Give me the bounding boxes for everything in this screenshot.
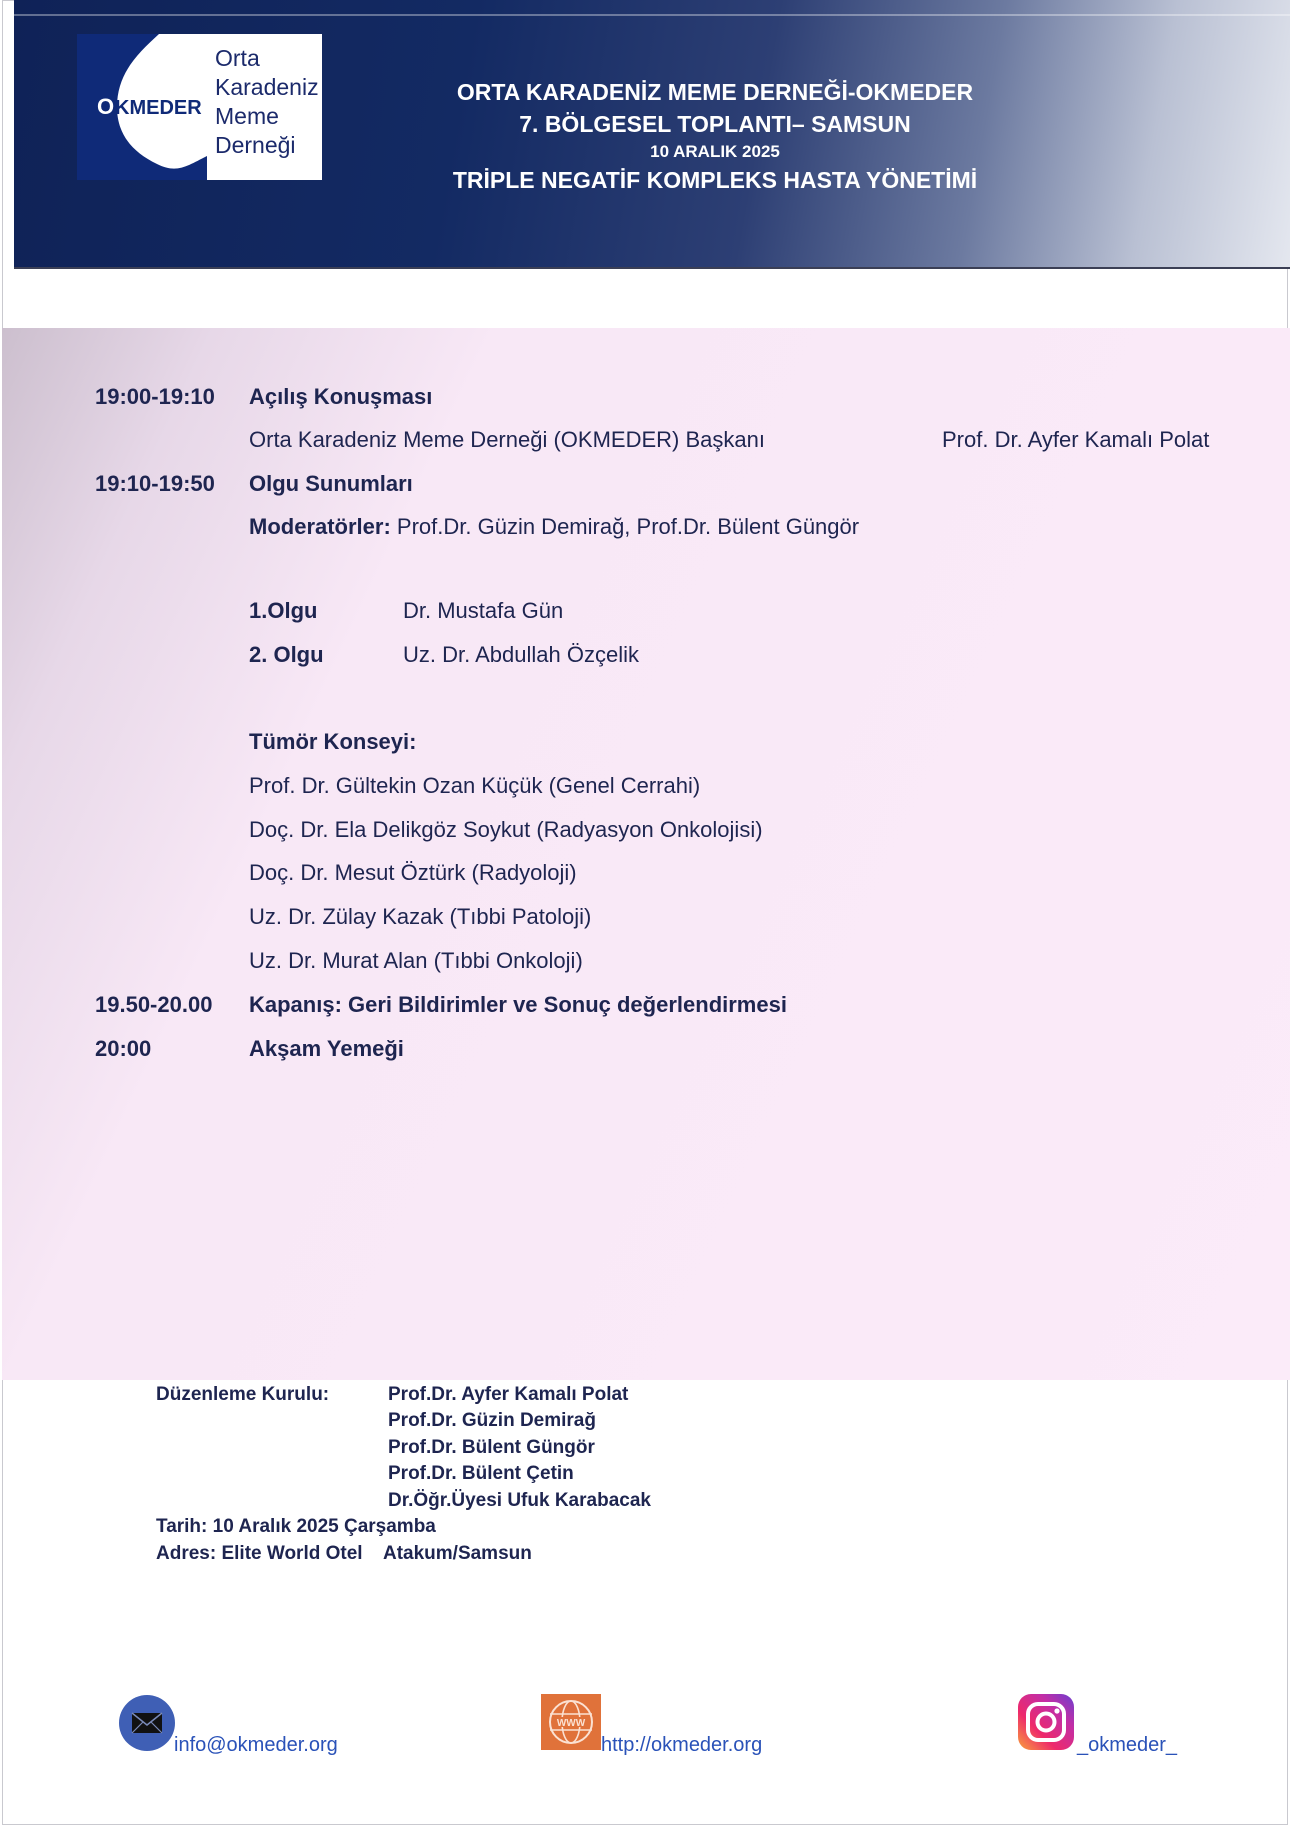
logo-line: Meme — [215, 103, 279, 129]
tumor-board-member: Uz. Dr. Murat Alan (Tıbbi Onkoloji) — [249, 948, 583, 973]
closing-title: Kapanış: Geri Bildirimler ve Sonuç değerlendirmesi — [249, 992, 787, 1017]
committee-member: Prof.Dr. Bülent Güngör — [388, 1437, 595, 1458]
opening-title: Açılış Konuşması — [249, 384, 433, 409]
cases-title: Olgu Sunumları — [249, 471, 413, 496]
cases-time: 19:10-19:50 — [95, 471, 215, 496]
tumor-board-member: Doç. Dr. Ela Delikgöz Soykut (Radyasyon Onkolojisi) — [249, 817, 763, 842]
committee-member: Prof.Dr. Bülent Çetin — [388, 1463, 574, 1484]
closing-time: 19.50-20.00 — [95, 992, 213, 1017]
committee-member: Prof.Dr. Güzin Demirağ — [388, 1410, 596, 1431]
meeting-topic: TRİPLE NEGATİF KOMPLEKS HASTA YÖNETİMİ — [452, 167, 978, 193]
logo-line: Derneği — [215, 132, 296, 158]
committee-member: Prof.Dr. Ayfer Kamalı Polat — [388, 1384, 629, 1405]
moderators-label: Moderatörler: — [249, 514, 391, 539]
tumor-board-member: Prof. Dr. Gültekin Ozan Küçük (Genel Cerrahi) — [249, 773, 701, 798]
envelope-icon[interactable] — [118, 1694, 176, 1752]
dinner-title: Akşam Yemeği — [249, 1036, 404, 1061]
dinner-time: 20:00 — [95, 1036, 152, 1061]
opening-role: Orta Karadeniz Meme Derneği (OKMEDER) Başkanı — [249, 427, 765, 452]
committee-label: Düzenleme Kurulu: — [156, 1384, 330, 1405]
logo-line: Orta — [215, 45, 260, 71]
opening-speaker: Prof. Dr. Ayfer Kamalı Polat — [942, 427, 1210, 452]
instagram-handle[interactable]: _okmeder_ — [1077, 1734, 1178, 1756]
case-presenter: Dr. Mustafa Gün — [403, 598, 564, 623]
svg-text:O: O — [97, 94, 115, 119]
logo-wordmark — [215, 44, 320, 160]
email-link[interactable]: info@okmeder.org — [174, 1734, 338, 1756]
header-titles — [380, 76, 1050, 196]
logo-brand-text: KMEDER — [115, 97, 202, 119]
event-date: Tarih: 10 Aralık 2025 Çarşamba — [156, 1516, 436, 1537]
instagram-icon[interactable] — [1018, 1694, 1074, 1750]
okmeder-logo — [77, 34, 322, 180]
tumor-board-member: Uz. Dr. Zülay Kazak (Tıbbi Patoloji) — [249, 904, 592, 929]
meeting-date: 10 ARALIK 2025 — [650, 142, 780, 161]
meeting-title: 7. BÖLGESEL TOPLANTI– SAMSUN — [519, 111, 911, 137]
website-link[interactable]: http://okmeder.org — [601, 1734, 763, 1756]
case-label: 1.Olgu — [249, 598, 318, 623]
event-address: Adres: Elite World Otel Atakum/Samsun — [156, 1543, 532, 1564]
case-label: 2. Olgu — [249, 642, 324, 667]
case-presenter: Uz. Dr. Abdullah Özçelik — [403, 642, 639, 667]
logo-line: Karadeniz — [215, 74, 319, 100]
tumor-board-member: Doç. Dr. Mesut Öztürk (Radyoloji) — [249, 860, 577, 885]
svg-text:WWW: WWW — [556, 1718, 586, 1729]
okmeder-emblem — [77, 34, 207, 180]
committee-member: Dr.Öğr.Üyesi Ufuk Karabacak — [388, 1490, 651, 1511]
header-divider — [14, 14, 1290, 16]
tumor-board-title: Tümör Konseyi: — [249, 729, 417, 754]
moderators-line — [249, 513, 859, 541]
opening-time: 19:00-19:10 — [95, 384, 215, 409]
association-title: ORTA KARADENİZ MEME DERNEĞİ-OKMEDER — [456, 79, 974, 105]
moderators-names: Prof.Dr. Güzin Demirağ, Prof.Dr. Bülent Güngör — [390, 514, 860, 539]
globe-www-icon[interactable] — [541, 1694, 601, 1750]
